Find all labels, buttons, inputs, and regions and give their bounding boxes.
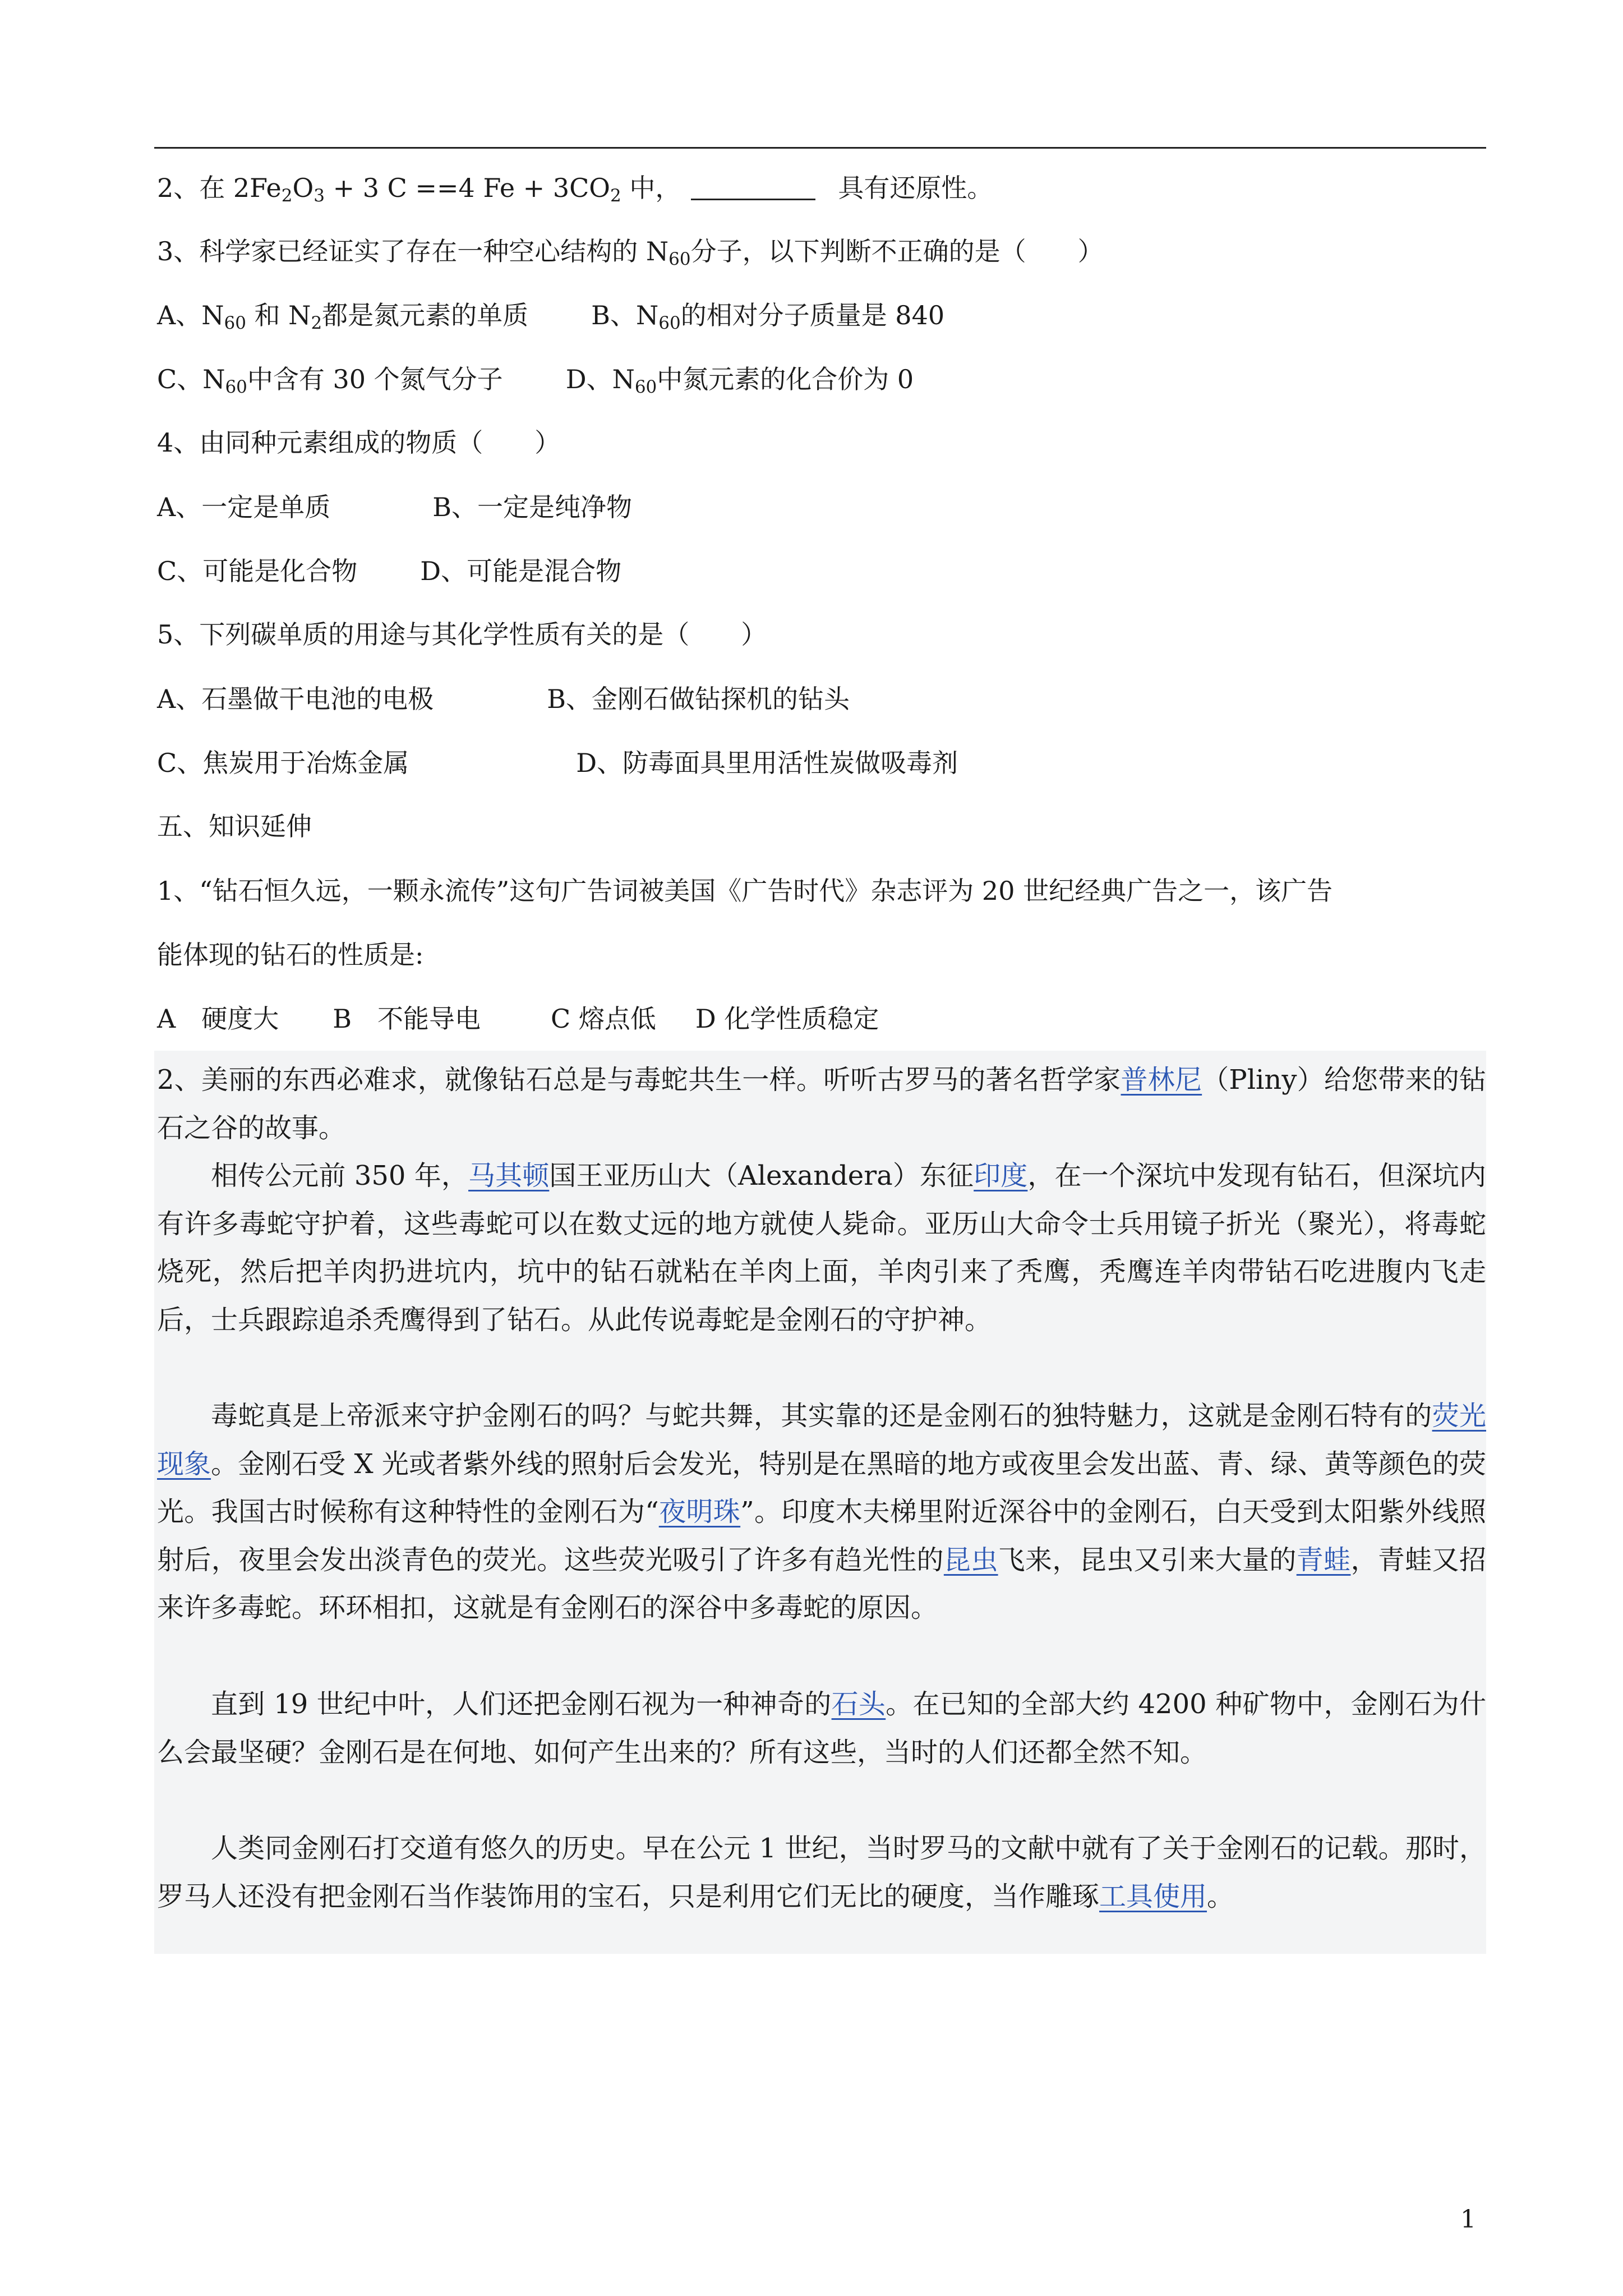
link-macedonia[interactable]: 马其顿	[468, 1160, 550, 1191]
link-pliny[interactable]: 普林尼	[1121, 1064, 1202, 1096]
link-india[interactable]: 印度	[974, 1160, 1028, 1191]
option-b: B、$N_{60}$的相对分子质量是 840	[591, 300, 945, 333]
option-d: D、$N_{60}$中氮元素的化合价为 0	[565, 364, 914, 397]
option-b: B、金刚石做钻探机的钻头	[547, 684, 850, 714]
question-3-options-cd	[157, 362, 914, 396]
reading-paragraph-2: 相传公元前 350 年，马其顿国王亚历山大（Alexandera）东征印度，在一个深坑中发现有钻石，但深坑内有许多毒蛇守护着，这些毒蛇可以在数丈远的地方就使人毙命。亚历山大命令士兵用镜子折光（聚光），将毒蛇烧死，然后把羊肉扔进坑内，坑中的钻石就粘在羊肉上面，羊肉引来了秃鹰，秃鹰连羊肉带钻石吃进腹内飞走后，士兵跟踪追杀秃鹰得到了钻石。从此传说毒蛇是金刚石的守护神。	[157, 1160, 1486, 1336]
extension-1-options	[157, 1002, 879, 1036]
reading-paragraph-5: 人类同金刚石打交道有悠久的历史。早在公元 1 世纪，当时罗马的文献中就有了关于金刚石的记载。那时，罗马人还没有把金刚石当作装饰用的宝石，只是利用它们无比的硬度，当作雕琢工具使用。	[157, 1833, 1486, 1912]
link-night-pearl[interactable]: 夜明珠	[658, 1496, 741, 1528]
question-4-options-cd	[157, 554, 621, 588]
question-4-options-ab	[157, 490, 632, 524]
answer-blank	[691, 176, 815, 200]
section-heading: 五、知识延伸	[157, 811, 312, 841]
option-c: C 熔点低	[551, 1004, 656, 1034]
question-3-options-ab	[157, 298, 944, 332]
page-number: 1	[1460, 2205, 1476, 2234]
question-5-stem: 5、下列碳单质的用途与其化学性质有关的是（ ）	[157, 619, 767, 650]
link-stone[interactable]: 石头	[831, 1688, 886, 1720]
option-b: B、一定是纯净物	[432, 492, 633, 522]
option-a: A、石墨做干电池的电极	[157, 684, 434, 714]
header-rule	[154, 147, 1486, 149]
option-c: C、可能是化合物	[157, 556, 358, 586]
reading-paragraph-3: 毒蛇真是上帝派来守护金刚石的吗？与蛇共舞，其实靠的还是金刚石的独特魅力，这就是金刚石特有的荧光现象。金刚石受 X 光或者紫外线的照射后会发光，特别是在黑暗的地方或夜里会发出蓝、青、绿、黄等颜色的荧光。我国古时候称有这种特性的金刚石为“夜明珠”。印度木夫梯里附近深谷中的金刚石，白天受到太阳紫外线照射后，夜里会发出淡青色的荧光。这些荧光吸引了许多有趋光性的昆虫飞来，昆虫又引来大量的青蛙，青蛙又招来许多毒蛇。环环相扣，这就是有金刚石的深谷中多毒蛇的原因。	[157, 1400, 1486, 1624]
link-insects[interactable]: 昆虫	[943, 1544, 998, 1576]
option-a: A 硬度大	[157, 1004, 279, 1034]
question-2: 2、在 $2Fe_2O_3 + 3$ C ==4 $Fe + 3CO_2$ 中， 具有还原性。	[157, 173, 993, 206]
extension-1-line-2: 能体现的钻石的性质是:	[157, 940, 424, 970]
option-a: A、一定是单质	[157, 492, 331, 522]
question-5-options-ab	[157, 682, 850, 716]
reading-paragraph-1: 2、美丽的东西必难求，就像钻石总是与毒蛇共生一样。听听古罗马的著名哲学家普林尼（Pliny）给您带来的钻石之谷的故事。	[157, 1064, 1486, 1144]
option-b: B 不能导电	[333, 1004, 481, 1034]
option-d: D、防毒面具里用活性炭做吸毒剂	[576, 748, 958, 778]
question-4-stem: 4、由同种元素组成的物质（ ）	[157, 427, 561, 458]
option-c: C、$N_{60}$中含有 30 个氮气分子	[157, 364, 503, 397]
reading-paragraph-4: 直到 19 世纪中叶，人们还把金刚石视为一种神奇的石头。在已知的全部大约 4200 种矿物中，金刚石为什么会最坚硬？金刚石是在何地、如何产生出来的？所有这些，当时的人们还都全然不知。	[157, 1688, 1486, 1768]
option-c: C、焦炭用于冶炼金属	[157, 748, 409, 778]
question-5-options-cd	[157, 746, 958, 780]
link-tool-use[interactable]: 工具使用	[1099, 1880, 1207, 1912]
option-a: A、$N_{60}$ 和 $N_2$都是氮元素的单质	[157, 300, 529, 333]
extension-1-line-1: 1、“钻石恒久远，一颗永流传”这句广告词被美国《广告时代》杂志评为 20 世纪经典广告之一，该广告	[157, 876, 1333, 906]
question-3-stem: 3、科学家已经证实了存在一种空心结构的 $N_{60}$分子，以下判断不正确的是（ ）	[157, 236, 1104, 269]
link-frogs[interactable]: 青蛙	[1296, 1544, 1351, 1576]
option-d: D 化学性质稳定	[695, 1004, 879, 1034]
option-d: D、可能是混合物	[420, 556, 622, 586]
link-fluorescence[interactable]: 荧光现象	[157, 1400, 1486, 1480]
